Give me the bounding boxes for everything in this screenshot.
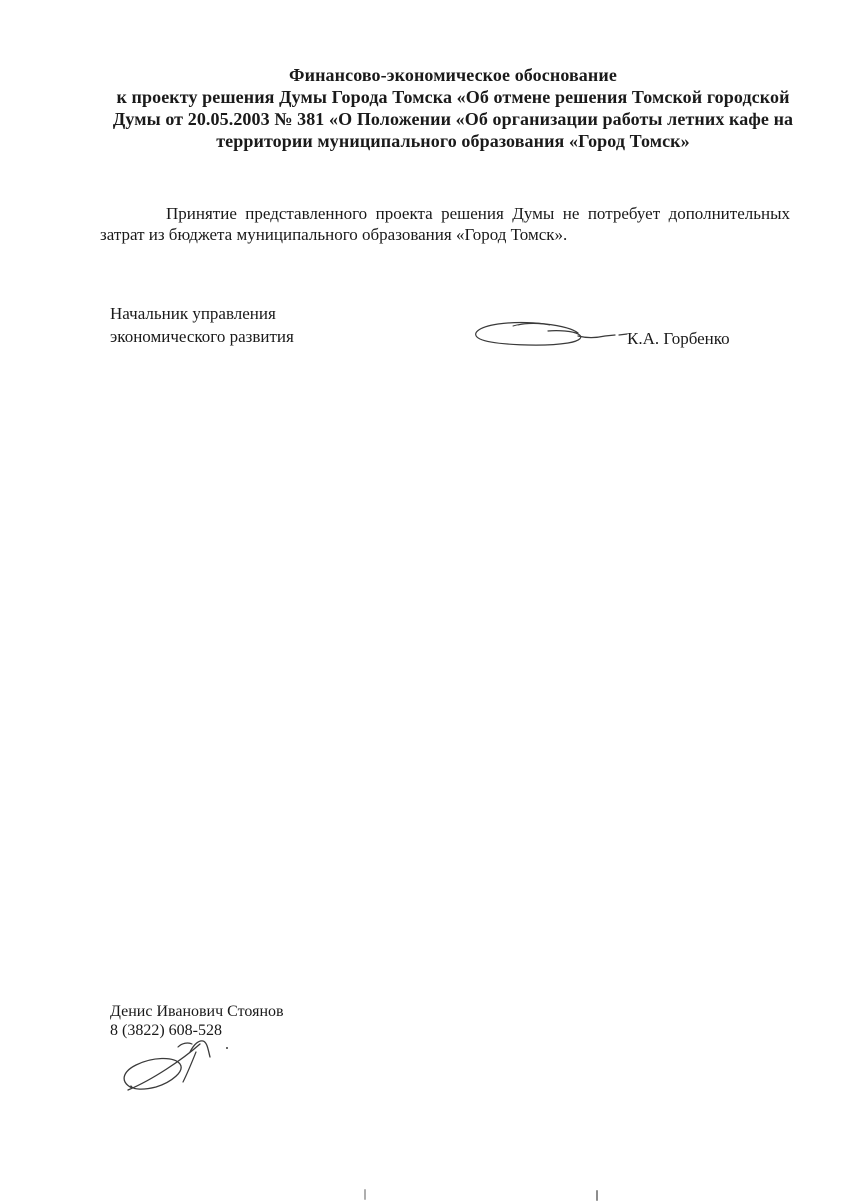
stoyanov-signature-loop <box>124 1058 181 1089</box>
gorbenko-signature-tail <box>578 335 615 338</box>
body-paragraph-line-1: Принятие представленного проекта решения Думы не потребует дополнительных <box>166 204 790 223</box>
contact-person-name: Денис Иванович Стоянов <box>110 1003 284 1020</box>
stoyanov-signature <box>112 1032 247 1096</box>
scan-artifact-tick-left <box>364 1189 366 1200</box>
title-line-4: территории муниципального образования «Город Томск» <box>216 131 690 151</box>
title-line-3: Думы от 20.05.2003 № 381 «О Положении «Об организации работы летних кафе на <box>112 109 794 129</box>
stoyanov-signature-dot <box>226 1047 228 1049</box>
contact-phone: 8 (3822) 608-528 <box>110 1022 222 1039</box>
title-line-1: Финансово-экономическое обоснование <box>289 65 617 85</box>
signatory-position-line-2: экономического развития <box>110 326 294 346</box>
gorbenko-signature-scribble <box>513 323 550 326</box>
stoyanov-signature-tilde <box>178 1043 192 1047</box>
document-title <box>85 64 821 152</box>
gorbenko-signature-dash <box>619 334 627 335</box>
signatory-name: К.А. Горбенко <box>627 329 730 348</box>
body-paragraph <box>100 203 790 245</box>
stoyanov-signature-peak <box>190 1041 210 1057</box>
body-paragraph-line-2: затрат из бюджета муниципального образования «Город Томск». <box>100 225 568 244</box>
signatory-position <box>110 303 294 348</box>
scan-artifact-tick-right <box>596 1190 598 1201</box>
title-line-2: к проекту решения Думы Города Томска «Об отмене решения Томской городской <box>116 87 790 107</box>
gorbenko-signature <box>468 317 628 351</box>
signatory-position-line-1: Начальник управления <box>110 304 276 323</box>
gorbenko-signature-loop <box>476 323 581 345</box>
